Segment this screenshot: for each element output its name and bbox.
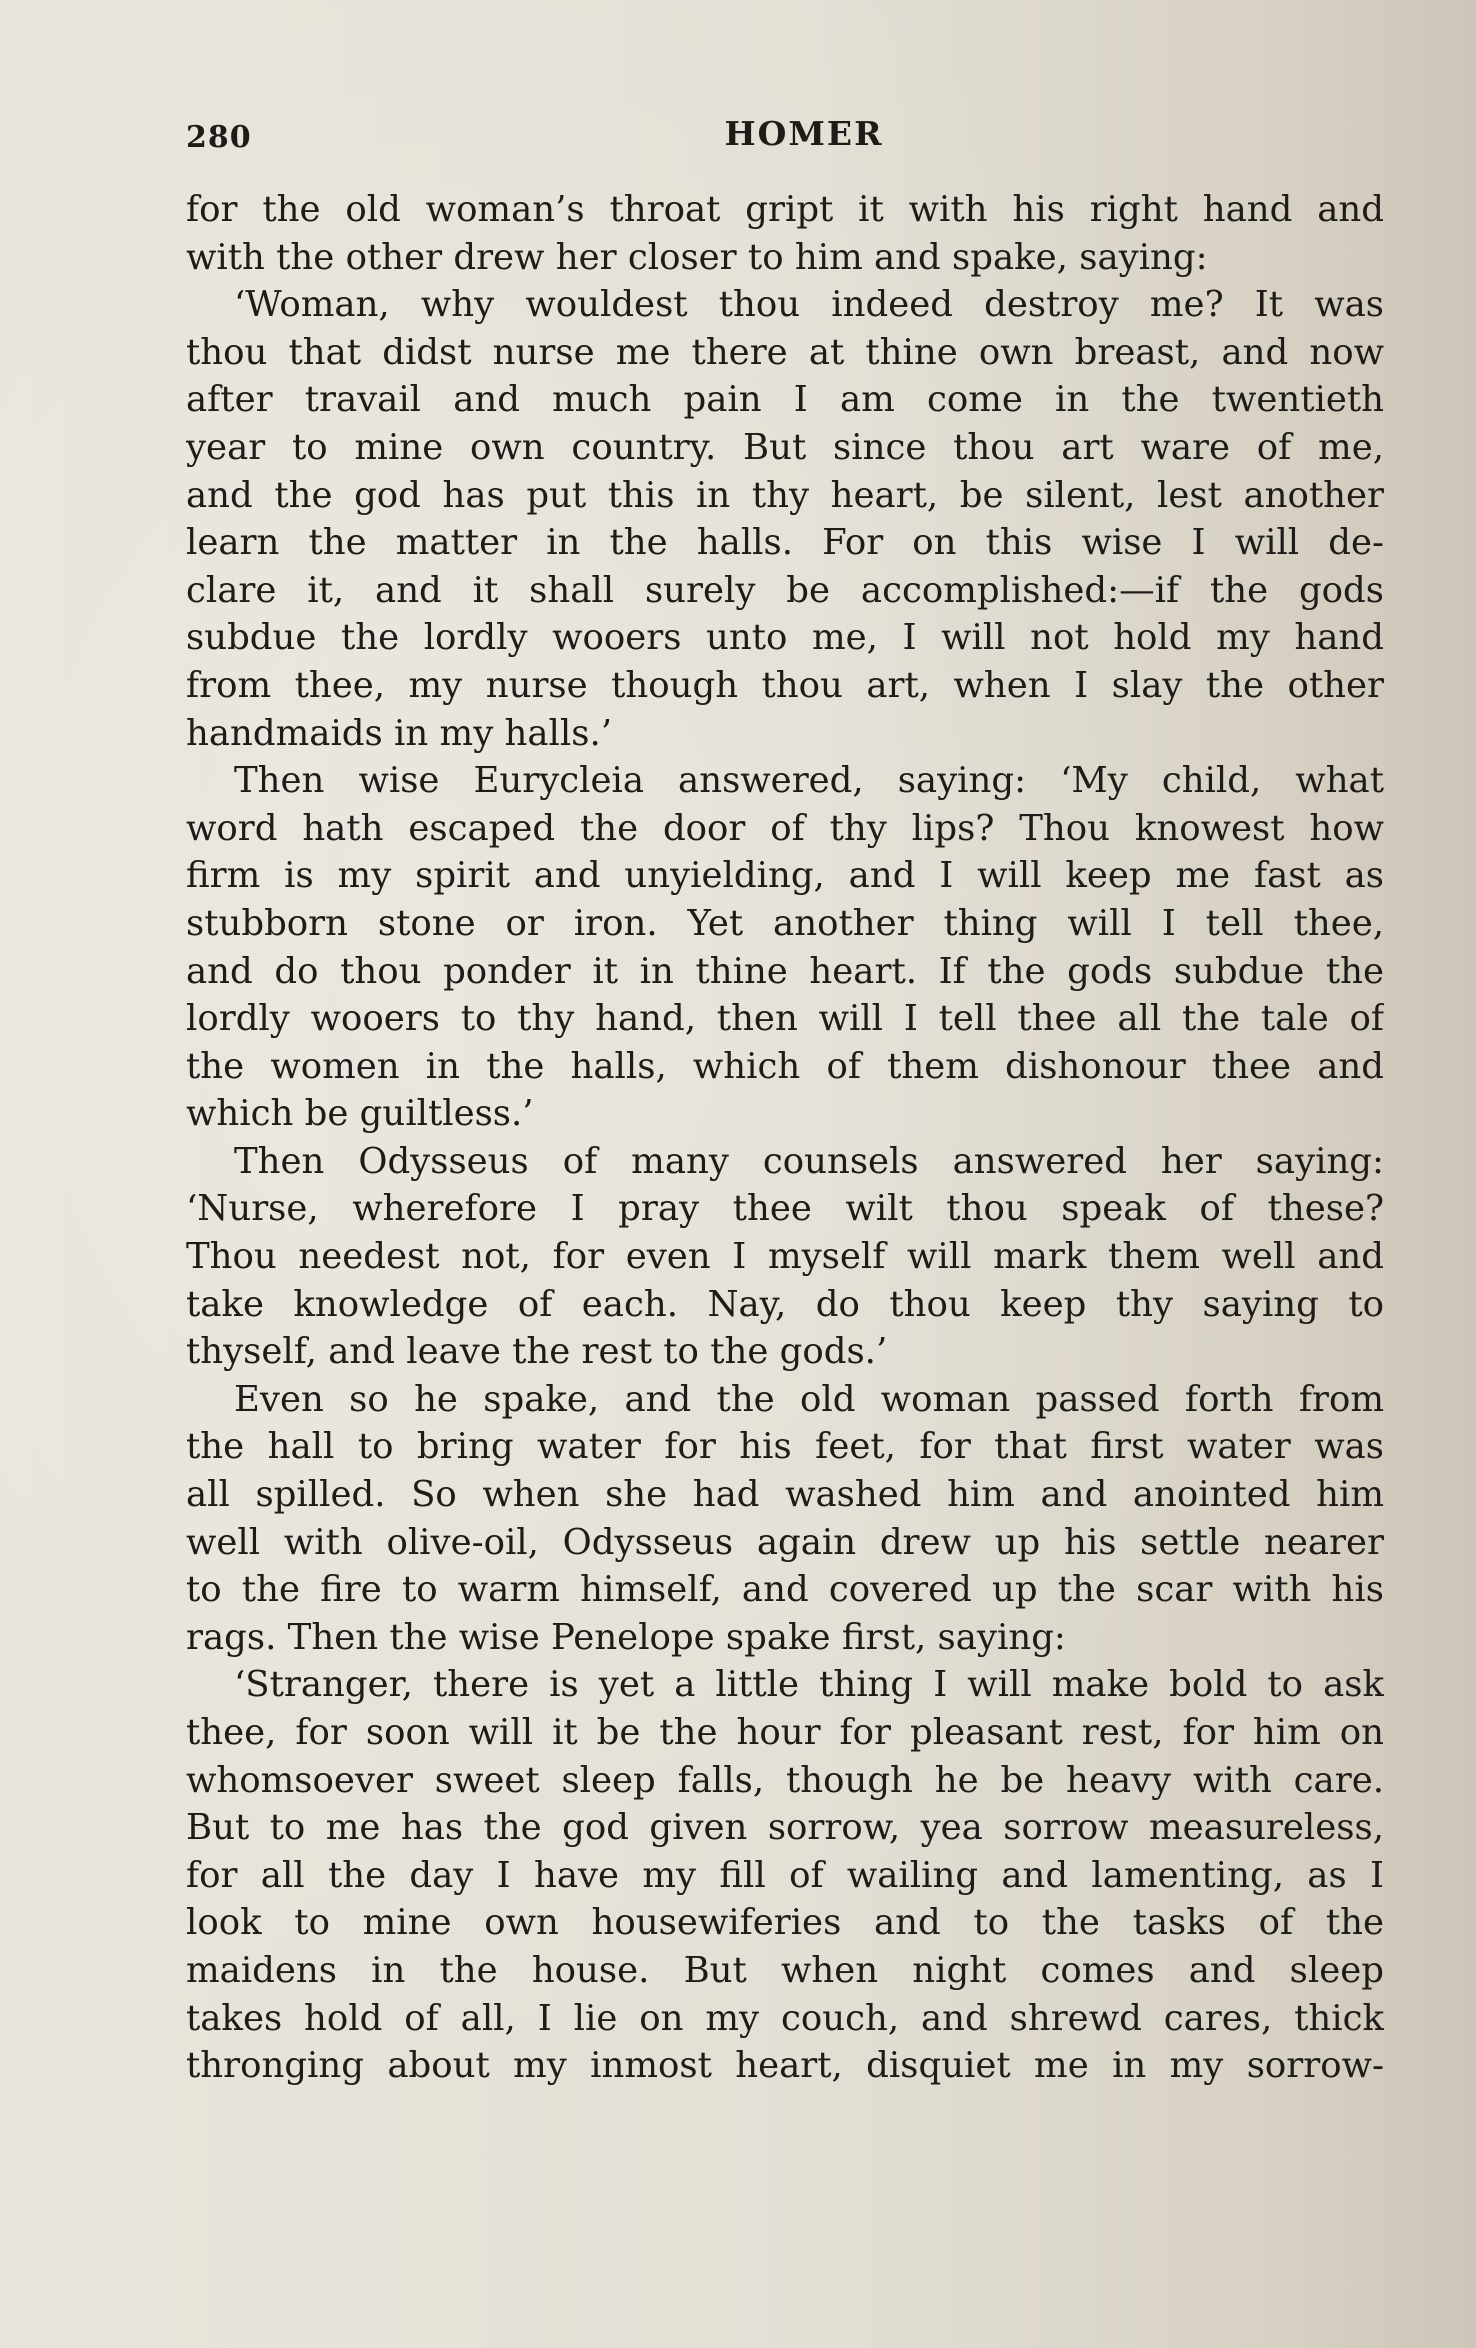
- text-line: for all the day I have my fill of wailing and lamenting, as I: [186, 1854, 1384, 1896]
- text-line: maidens in the house. But when night comes and sleep: [186, 1949, 1384, 1991]
- text-line: Then Odysseus of many counsels answered her saying:: [234, 1140, 1384, 1182]
- text-line: But to me has the god given sorrow, yea sorrow measureless,: [186, 1807, 1384, 1849]
- text-line: Then wise Eurycleia answered, saying: ‘My child, what: [234, 760, 1384, 802]
- text-line: ‘Nurse, wherefore I pray thee wilt thou speak of these?: [186, 1188, 1384, 1230]
- text-line: for the old woman’s throat gript it with his right hand and: [186, 189, 1384, 230]
- text-line: thyself, and leave the rest to the gods.’: [186, 1331, 888, 1373]
- text-line: Even so he spake, and the old woman passed forth from: [234, 1378, 1384, 1420]
- text-line: rags. Then the wise Penelope spake first, saying:: [186, 1616, 1066, 1658]
- text-line: look to mine own housewiferies and to the tasks of the: [186, 1902, 1384, 1944]
- text-line: stubborn stone or iron. Yet another thing will I tell thee,: [186, 902, 1384, 944]
- text-line: from thee, my nurse though thou art, when I slay the other: [186, 664, 1384, 706]
- text-line: and do thou ponder it in thine heart. If the gods subdue the: [186, 950, 1384, 992]
- text-line: with the other drew her closer to him and spake, saying:: [186, 236, 1208, 278]
- text-line: after travail and much pain I am come in the twentieth: [186, 379, 1384, 421]
- text-line: subdue the lordly wooers unto me, I will not hold my hand: [186, 617, 1384, 659]
- text-line: and the god has put this in thy heart, be silent, lest another: [186, 474, 1384, 516]
- text-line: to the fire to warm himself, and covered up the scar with his: [186, 1569, 1384, 1611]
- body-text: [186, 186, 1384, 2090]
- text-line: the hall to bring water for his feet, for that first water was: [186, 1426, 1384, 1468]
- text-line: year to mine own country. But since thou art ware of me,: [186, 426, 1384, 468]
- running-head: [186, 114, 1382, 164]
- text-line: learn the matter in the halls. For on this wise I will de-: [186, 522, 1384, 564]
- text-line: which be guiltless.’: [186, 1093, 534, 1135]
- page-number: 280: [186, 120, 252, 155]
- text-line: Thou needest not, for even I myself will mark them well and: [186, 1236, 1384, 1278]
- text-line: ‘Stranger, there is yet a little thing I will make bold to ask: [234, 1664, 1384, 1706]
- text-line: ‘Woman, why wouldest thou indeed destroy me? It was: [234, 284, 1384, 326]
- text-line: whomsoever sweet sleep falls, though he be heavy with care.: [186, 1759, 1384, 1801]
- text-line: thou that didst nurse me there at thine own breast, and now: [186, 331, 1384, 373]
- running-title: HOMER: [724, 114, 884, 153]
- text-line: take knowledge of each. Nay, do thou keep thy saying to: [186, 1283, 1384, 1325]
- text-line: lordly wooers to thy hand, then will I tell thee all the tale of: [186, 998, 1384, 1040]
- text-line: takes hold of all, I lie on my couch, and shrewd cares, thick: [186, 1997, 1384, 2039]
- text-line: well with olive-oil, Odysseus again drew up his settle nearer: [186, 1521, 1384, 1563]
- text-line: firm is my spirit and unyielding, and I will keep me fast as: [186, 855, 1384, 897]
- text-line: the women in the halls, which of them dishonour thee and: [186, 1045, 1384, 1087]
- text-line: thronging about my inmost heart, disquiet me in my sorrow-: [186, 2045, 1384, 2087]
- text-line: all spilled. So when she had washed him and anointed him: [186, 1474, 1384, 1516]
- text-line: thee, for soon will it be the hour for pleasant rest, for him on: [186, 1712, 1384, 1753]
- text-line: handmaids in my halls.’: [186, 712, 613, 754]
- text-line: word hath escaped the door of thy lips? Thou knowest how: [186, 807, 1384, 849]
- text-line: clare it, and it shall surely be accomplished:—if the gods: [186, 569, 1384, 611]
